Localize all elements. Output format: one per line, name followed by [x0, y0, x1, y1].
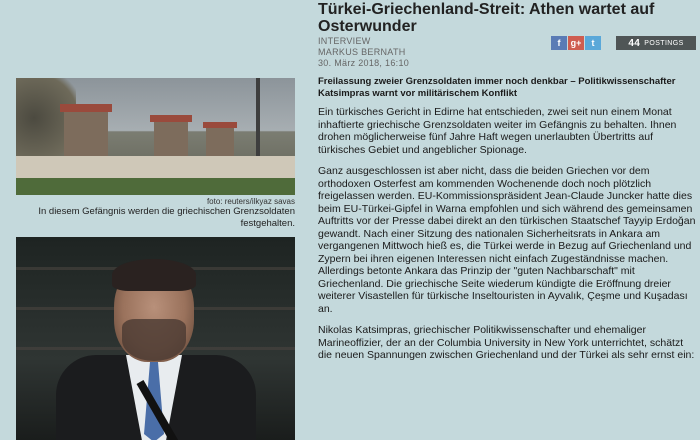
- article-title: Türkei-Griechenland-Streit: Athen wartet auf Osterwunder: [318, 1, 655, 35]
- postings-label: POSTINGS: [644, 39, 684, 47]
- googleplus-icon[interactable]: g+: [568, 36, 584, 50]
- twitter-icon[interactable]: t: [585, 36, 601, 50]
- postings-button[interactable]: [616, 36, 696, 50]
- photo-caption: In diesem Gefängnis werden die griechischen Grenzsoldaten festgehalten.: [38, 206, 295, 229]
- article-date: 30. März 2018, 16:10: [318, 58, 410, 68]
- facebook-icon[interactable]: f: [551, 36, 567, 50]
- article-lead: Freilassung zweier Grenzsoldaten immer noch denkbar – Politikwissenschafter Katsimpras warnt vor militärischem Konflikt: [318, 76, 676, 99]
- prison-photo: [16, 78, 295, 195]
- article-paragraph: Ganz ausgeschlossen ist aber nicht, dass die beiden Griechen vor dem orthodoxen Osterfest am kommenden Wochenende doch noch plötzlich freigelassen werden. EU-Kommissionspräsident Jean-Claude Juncker hatte dies beim EU-Türkei-Gipfel in Warna empfohlen und sich während des gemeinsamen Auftritts vor der Presse dabei direkt an den türkischen Staatschef Tayyip Erdoğan gewandt. Nach einer Sitzung des nationalen Sicherheitsrats in Ankara am vergangenen Mittwoch hieß es, die Türkei werde in Bezug auf Griechenland und Zypern bei ihren eigenen Interessen nicht einfach Zugeständnisse machen. Allerdings betonte Ankara das Prinzip der "guten Nachbarschaft" mit Griechenland. Die griechische Seite wiederum kündigte die Eröffnung dreier weiterer Visastellen für türkische Inseltouristen in Ayvalık, Çeşme und Kuşadası an.: [318, 165, 696, 315]
- article-paragraph: Ein türkisches Gericht in Edirne hat entschieden, zwei seit nun einem Monat inhaftierte griechische Grenzsoldaten weiter im Gefängnis zu behalten. Ihnen drohen möglicherweise fünf Jahre Haft wegen unerlaubten Übertritts auf türkisches Gebiet und angeblicher Spionage.: [318, 106, 677, 156]
- article-category[interactable]: INTERVIEW: [318, 36, 371, 46]
- article-meta: [318, 36, 409, 69]
- article-body: [318, 76, 698, 371]
- article-paragraph: Nikolas Katsimpras, griechischer Politikwissenschafter und ehemaliger Marineoffizier, der an der Columbia University in New York unterrichtet, schätzt die neuen Spannungen zwischen Griechenland und der Türkei als sehr ernst ein:: [318, 324, 695, 361]
- photo-credit: foto: reuters/ilkyaz savas: [206, 197, 295, 206]
- portrait-photo: [16, 237, 295, 440]
- postings-count: 44: [628, 37, 641, 49]
- share-buttons: [551, 36, 601, 50]
- article-author[interactable]: MARKUS BERNATH: [318, 47, 406, 57]
